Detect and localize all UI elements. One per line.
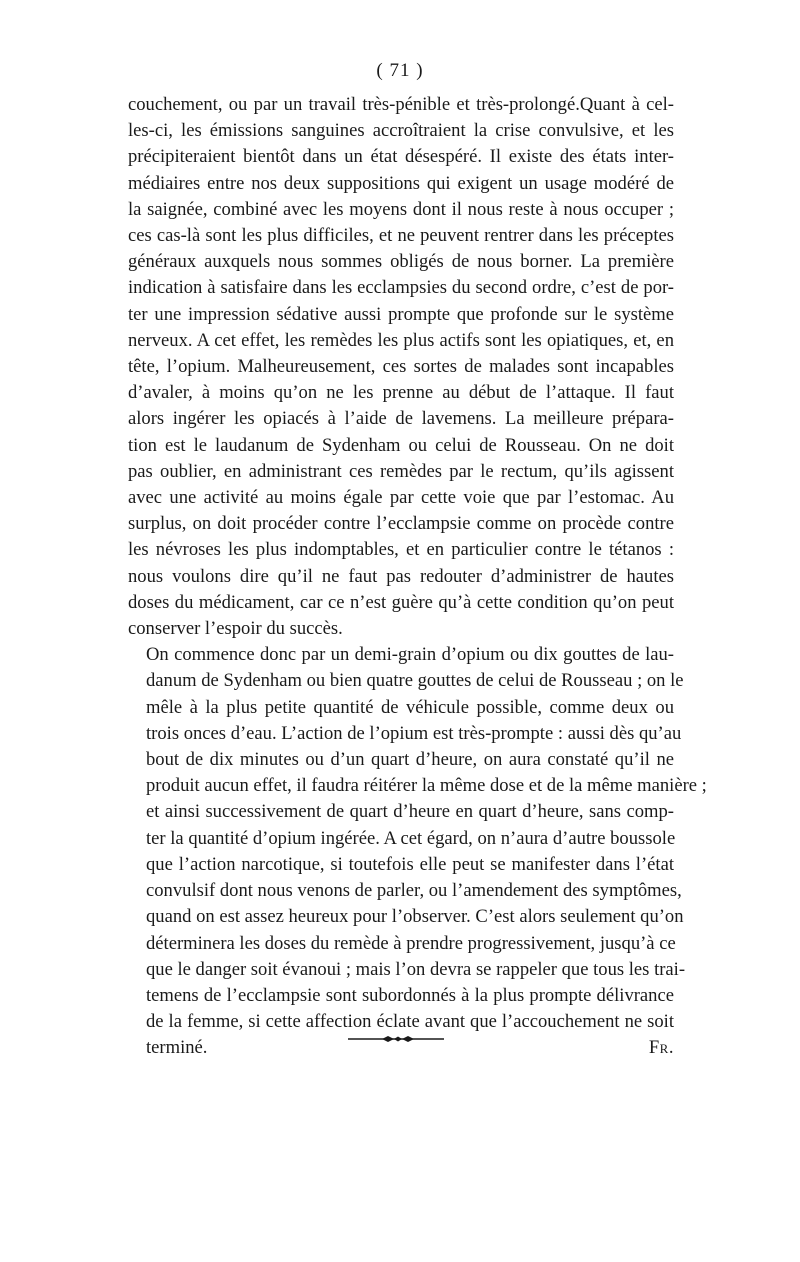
- paragraph-1-line: avec une activité au moins égale par cette voie que par l’estomac. Au: [128, 487, 674, 509]
- paragraph-2: [128, 642, 707, 1061]
- paragraph-2-line: quand on est assez heureux pour l’observer. C’est alors seulement qu’on: [146, 906, 684, 928]
- paragraph-2-line: ter la quantité d’opium ingérée. A cet égard, on n’aura d’autre boussole: [146, 827, 676, 849]
- page-number: ( 71 ): [376, 60, 424, 81]
- paragraph-2-line: que l’action narcotique, si toutefois elle peut se manifester dans l’état: [146, 853, 674, 875]
- paragraph-1-line: d’avaler, à moins qu’on ne les prenne au début de l’attaque. Il faut: [128, 382, 674, 404]
- body-text: [128, 92, 707, 1062]
- paragraph-2-line: déterminera les doses du remède à prendre progressivement, jusqu’à ce: [146, 932, 676, 954]
- paragraph-1-line: tion est le laudanum de Sydenham ou celui de Rousseau. On ne doit: [128, 434, 674, 456]
- paragraph-1-line: la saignée, combiné avec les moyens dont il nous reste à nous occuper ;: [128, 198, 674, 220]
- paragraph-1-line: tête, l’opium. Malheureusement, ces sortes de malades sont incapables: [128, 356, 674, 378]
- paragraph-1-line: ter une impression sédative aussi prompte que profonde sur le système: [128, 303, 674, 325]
- paragraph-1-line: indication à satisfaire dans les ecclampsies du second ordre, c’est de por-: [128, 277, 674, 299]
- paragraph-1-line: surplus, on doit procéder contre l’ecclampsie comme on procède contre: [128, 513, 674, 535]
- paragraph-2-line: On commence donc par un demi-grain d’opium ou dix gouttes de lau-: [146, 644, 674, 666]
- paragraph-1-line: couchement, ou par un travail très-pénible et très-prolongé.Quant à cel-: [128, 94, 674, 115]
- paragraph-1-line: les-ci, les émissions sanguines accroîtraient la crise convulsive, et les: [128, 120, 674, 142]
- paragraph-1-line: médiaires entre nos deux suppositions qui exigent un usage modéré de: [128, 172, 674, 194]
- paragraph-1-line: pas oublier, en administrant ces remèdes par le rectum, qu’ils agissent: [128, 460, 674, 482]
- paragraph-2-line: terminé.: [146, 1037, 208, 1059]
- end-ornament: [348, 1035, 444, 1043]
- paragraph-2-line: trois onces d’eau. L’action de l’opium est très-prompte : aussi dès qu’au: [146, 722, 682, 744]
- paragraph-2-line: mêle à la plus petite quantité de véhicule possible, comme deux ou: [146, 696, 674, 718]
- paragraph-1-line: nerveux. A cet effet, les remèdes les plus actifs sont les opiatiques, et, en: [128, 329, 674, 351]
- paragraph-1-line: précipiteraient bientôt dans un état désespéré. Il existe des états inter-: [128, 146, 674, 168]
- paragraph-2-line: produit aucun effet, il faudra réitérer la même dose et de la même manière ;: [146, 775, 707, 797]
- paragraph-1: [128, 92, 674, 642]
- paragraph-2-line: que le danger soit évanoui ; mais l’on devra se rappeler que tous les trai-: [146, 958, 686, 980]
- paragraph-1-line: ces cas-là sont les plus difficiles, et ne peuvent rentrer dans les préceptes: [128, 225, 674, 247]
- paragraph-2-line: danum de Sydenham ou bien quatre gouttes de celui de Rousseau ; on le: [146, 670, 684, 692]
- paragraph-1-line: doses du médicament, car ce n’est guère qu’à cette condition qu’on peut: [128, 591, 674, 613]
- paragraph-2-line: et ainsi successivement de quart d’heure en quart d’heure, sans comp-: [146, 801, 674, 823]
- paragraph-2-line: de la femme, si cette affection éclate avant que l’accouchement ne soit: [146, 1011, 674, 1033]
- author-signature: Fr.: [648, 1037, 674, 1059]
- paragraph-1-line: nous voulons dire qu’il ne faut pas redouter d’administrer de hautes: [128, 565, 674, 587]
- paragraph-1-line: conserver l’espoir du succès.: [128, 618, 343, 640]
- paragraph-2-line: convulsif dont nous venons de parler, ou l’amendement des symptômes,: [146, 880, 682, 902]
- paragraph-2-line: bout de dix minutes ou d’un quart d’heure, on aura constaté qu’il ne: [146, 749, 674, 771]
- paragraph-1-line: les névroses les plus indomptables, et en particulier contre le tétanos :: [128, 539, 674, 561]
- paragraph-1-line: alors ingérer les opiacés à l’aide de lavemens. La meilleure prépara-: [128, 408, 674, 430]
- paragraph-2-line: temens de l’ecclampsie sont subordonnés à la plus prompte délivrance: [146, 984, 674, 1006]
- paragraph-1-line: généraux auxquels nous sommes obligés de nous borner. La première: [128, 251, 674, 273]
